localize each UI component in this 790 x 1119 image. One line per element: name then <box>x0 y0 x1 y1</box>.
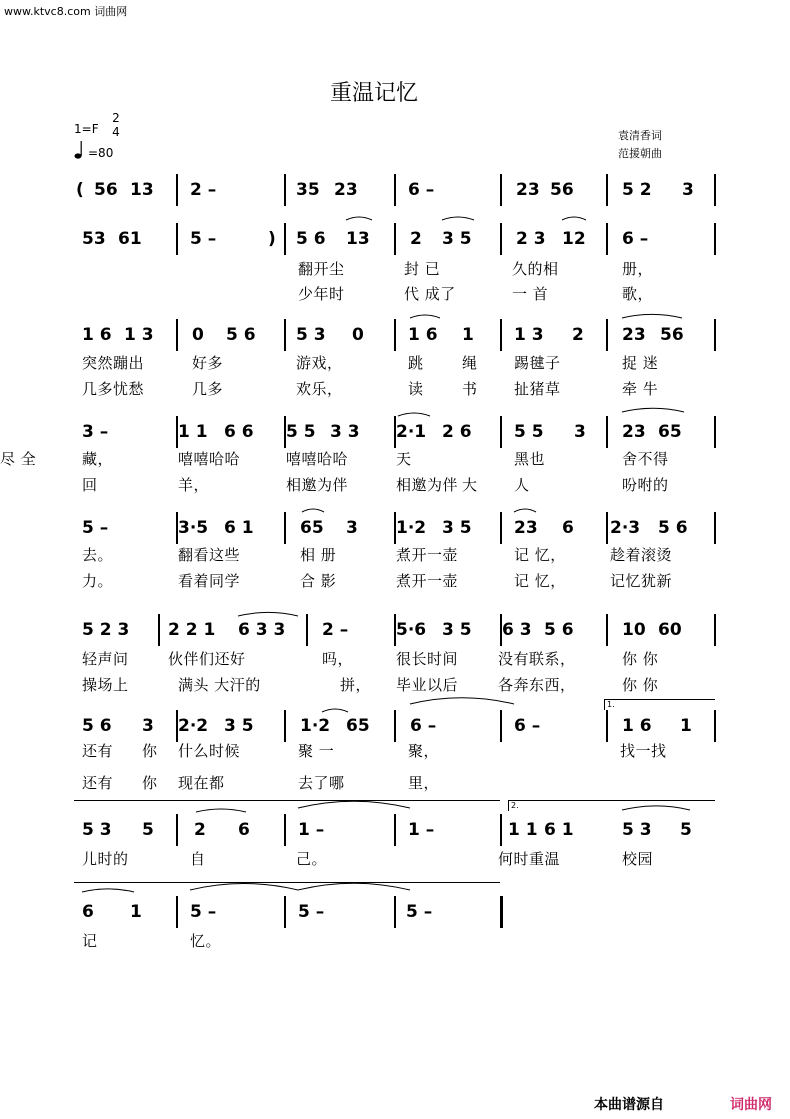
lyric-text: 记忆犹新 <box>610 572 673 590</box>
barline <box>606 614 608 646</box>
note-group: 3·5 <box>178 518 209 538</box>
note-group: 3 <box>682 180 694 200</box>
lyric-text: 轻声问 <box>82 650 129 668</box>
slur <box>298 883 410 890</box>
lyric-text: 翻看这些 <box>178 546 241 564</box>
note-group: 13 <box>346 229 370 249</box>
lyric-text: 聚， <box>408 742 440 760</box>
barline <box>158 614 160 646</box>
lyric-text: 校园 <box>622 850 654 868</box>
note-group: 5 5 <box>514 422 544 442</box>
note-group: 5 5 <box>286 422 316 442</box>
note-group: 2 <box>572 325 584 345</box>
lyric-text: 尽 全 <box>0 450 37 468</box>
barline <box>500 174 502 206</box>
lyricist-credit: 袁清香词 <box>618 129 662 142</box>
time-signature <box>110 111 122 139</box>
lyric-text: 嘻嘻哈哈 <box>286 450 349 468</box>
lyric-text: 自 <box>190 850 206 868</box>
key-signature: 1=F <box>74 122 99 136</box>
barline <box>394 416 396 448</box>
lyric-text: 煮开一壶 <box>396 546 459 564</box>
note-group: 5 6 <box>658 518 688 538</box>
barline <box>284 814 286 846</box>
site-watermark: www.ktvc8.com 词曲网 <box>4 5 128 18</box>
note-group: 3 <box>142 716 154 736</box>
barline <box>284 896 286 928</box>
lyric-text: 很长时间 <box>396 650 459 668</box>
volta-2: 2. <box>508 800 715 811</box>
note-group: 6 1 <box>224 518 254 538</box>
note-group: 3 5 <box>442 518 472 538</box>
barline <box>176 319 178 351</box>
barline <box>394 174 396 206</box>
note-group: 56 <box>94 180 118 200</box>
note-group: 23 <box>622 325 646 345</box>
slur <box>302 509 324 512</box>
lyric-text: 黑也 <box>514 450 546 468</box>
lyric-text: 什么时候 <box>178 742 241 760</box>
tempo-mark: =80 <box>88 146 114 160</box>
barline <box>500 814 502 846</box>
barline <box>500 319 502 351</box>
lyric-text: 伙伴们还好 <box>168 650 246 668</box>
note-group: 6 <box>238 820 250 840</box>
slur <box>196 809 246 812</box>
note-group: 3 <box>346 518 358 538</box>
slur <box>238 612 298 616</box>
slur <box>622 314 682 318</box>
barline <box>606 223 608 255</box>
note-group: 1 3 <box>124 325 154 345</box>
barline <box>176 416 178 448</box>
note-group: 5 6 <box>226 325 256 345</box>
barline <box>394 896 396 928</box>
barline <box>176 896 178 928</box>
note-group: 1 6 <box>408 325 438 345</box>
note-group: 3 5 <box>224 716 254 736</box>
lyric-text: 扯猪草 <box>514 380 561 398</box>
barline <box>606 174 608 206</box>
lyric-text: 现在都 <box>178 774 225 792</box>
lyric-text: 找一找 <box>620 742 667 760</box>
lyric-text: 相邀为伴 <box>286 476 349 494</box>
note-group: 6 <box>562 518 574 538</box>
note-group: 5 2 3 <box>82 620 130 640</box>
slur <box>442 217 474 220</box>
note-group: 5·6 <box>396 620 427 640</box>
slur <box>514 509 536 512</box>
barline <box>284 710 286 742</box>
barline <box>394 512 396 544</box>
note-group: 2·1 <box>396 422 427 442</box>
barline <box>714 319 716 351</box>
note-group: 6 3 <box>502 620 532 640</box>
lyric-text: 大 <box>462 476 478 494</box>
note-group: 1 1 <box>178 422 208 442</box>
lyric-text: 欢乐， <box>296 380 343 398</box>
barline <box>394 223 396 255</box>
lyric-text: 回 <box>82 476 98 494</box>
barline <box>606 416 608 448</box>
slur <box>410 698 514 704</box>
lyric-text: 代 成了 <box>404 285 456 303</box>
note-group: 6 3 3 <box>238 620 286 640</box>
lyric-text: 天 <box>396 450 412 468</box>
slur <box>398 413 430 416</box>
barline <box>500 614 502 646</box>
lyric-text: 相 册 <box>300 546 337 564</box>
lyric-text: 踢毽子 <box>514 354 561 372</box>
lyric-text: 趁着滚烫 <box>610 546 673 564</box>
song-title: 重温记忆 <box>329 81 418 106</box>
barline <box>714 416 716 448</box>
note-group: 2 6 <box>442 422 472 442</box>
lyric-text: 操场上 <box>82 676 129 694</box>
note-group: 1 <box>462 325 474 345</box>
barline <box>284 416 286 448</box>
lyric-text: 吩咐的 <box>622 476 669 494</box>
barline <box>176 174 178 206</box>
note-group: 65 <box>300 518 324 538</box>
lyric-text: 你 你 <box>622 676 659 694</box>
note-group: 56 <box>660 325 684 345</box>
lyric-text: 人 <box>514 476 530 494</box>
note-group: 5 <box>680 820 692 840</box>
barline <box>284 512 286 544</box>
slur <box>322 709 348 712</box>
note-group: 5 – <box>190 902 217 922</box>
barline <box>284 223 286 255</box>
lyric-text: 读 <box>408 380 424 398</box>
lyric-text: 羊， <box>178 476 210 494</box>
note-group: 1 1 <box>508 820 538 840</box>
footer-brand: 词曲网 <box>730 1097 772 1113</box>
barline <box>306 614 308 646</box>
lyric-text: 己。 <box>296 850 328 868</box>
lyric-text: 合 影 <box>300 572 337 590</box>
note-group: 6 <box>82 902 94 922</box>
note-group: 6 – <box>410 716 437 736</box>
lyric-text: 舍不得 <box>622 450 669 468</box>
note-group: 1 6 <box>622 716 652 736</box>
barline <box>606 512 608 544</box>
barline <box>714 223 716 255</box>
volta-1: 1. <box>604 699 715 710</box>
barline <box>176 223 178 255</box>
time-bottom: 4 <box>112 125 120 139</box>
barline <box>500 512 502 544</box>
note-group: 65 <box>658 422 682 442</box>
note-group: 35 <box>296 180 320 200</box>
note-group: 5 6 <box>544 620 574 640</box>
note-group: 5 – <box>190 229 217 249</box>
slur <box>346 217 372 220</box>
note-group: 2·2 <box>178 716 209 736</box>
note-group: 2 – <box>322 620 349 640</box>
barline <box>394 814 396 846</box>
slur <box>562 217 586 220</box>
system-line <box>74 882 500 883</box>
note-group: 10 <box>622 620 646 640</box>
barline <box>714 512 716 544</box>
note-group: 6 – <box>408 180 435 200</box>
note-group: 0 <box>192 325 204 345</box>
lyric-text: 书 <box>462 380 478 398</box>
lyric-text: 少年时 <box>298 285 345 303</box>
barline <box>500 223 502 255</box>
lyric-text: 没有联系， <box>498 650 576 668</box>
lyric-text: 去了哪 <box>298 774 345 792</box>
note-group: 3 3 <box>330 422 360 442</box>
lyric-text: 去。 <box>82 546 114 564</box>
lyric-text: 翻开尘 <box>298 260 345 278</box>
barline <box>606 710 608 742</box>
lyric-text: 煮开一壶 <box>396 572 459 590</box>
note-group: 65 <box>346 716 370 736</box>
lyric-text: 记 忆， <box>514 546 566 564</box>
note-group: 6 1 <box>544 820 574 840</box>
note-group: 2 2 1 <box>168 620 216 640</box>
credits <box>618 127 662 163</box>
lyric-text: 聚 一 <box>298 742 335 760</box>
note-group: ( <box>76 180 84 200</box>
barline <box>714 710 716 742</box>
note-group: 23 <box>334 180 358 200</box>
lyric-text: 久的相 <box>512 260 559 278</box>
lyric-text: 记 <box>82 932 98 950</box>
note-group: 2 – <box>190 180 217 200</box>
slur <box>82 889 134 892</box>
footer-source: 本曲谱源自 <box>594 1097 664 1113</box>
barline <box>500 416 502 448</box>
note-group: 13 <box>130 180 154 200</box>
lyric-text: 几多忧愁 <box>82 380 145 398</box>
lyric-text: 嘻嘻哈哈 <box>178 450 241 468</box>
slur <box>622 408 684 412</box>
note-group: 2 3 <box>516 229 546 249</box>
note-group: 12 <box>562 229 586 249</box>
barline <box>394 710 396 742</box>
note-group: 2 <box>410 229 422 249</box>
lyric-text: 记 忆， <box>514 572 566 590</box>
slur <box>190 884 298 890</box>
note-group: 2·3 <box>610 518 641 538</box>
barline <box>284 174 286 206</box>
note-group: 5 – <box>406 902 433 922</box>
composer-credit: 范援朝曲 <box>618 147 662 160</box>
note-group: 56 <box>550 180 574 200</box>
lyric-text: 忆。 <box>190 932 222 950</box>
note-group: 2 <box>194 820 206 840</box>
note-group: 1 – <box>408 820 435 840</box>
lyric-text: 几多 <box>192 380 224 398</box>
lyric-text: 绳 <box>462 354 478 372</box>
system-line <box>74 800 500 801</box>
note-group: 3 5 <box>442 620 472 640</box>
note-group: 5 – <box>82 518 109 538</box>
lyric-text: 毕业以后 <box>396 676 459 694</box>
note-group: 23 <box>514 518 538 538</box>
note-group: 6 6 <box>224 422 254 442</box>
note-group: 23 <box>516 180 540 200</box>
lyric-text: 牵 牛 <box>622 380 659 398</box>
note-group: 1·2 <box>396 518 427 538</box>
note-group: 1 6 <box>82 325 112 345</box>
note-group: 5 6 <box>296 229 326 249</box>
note-group: 5 3 <box>622 820 652 840</box>
lyric-text: 突然蹦出 <box>82 354 145 372</box>
note-group: 61 <box>118 229 142 249</box>
note-group: 1·2 <box>300 716 331 736</box>
note-group: 1 <box>130 902 142 922</box>
note-group: 23 <box>622 422 646 442</box>
lyric-text: 藏， <box>82 450 114 468</box>
note-group: ) <box>268 229 276 249</box>
barline <box>394 614 396 646</box>
note-group: 5 2 <box>622 180 652 200</box>
lyric-text: 何时重温 <box>498 850 561 868</box>
lyric-text: 好多 <box>192 354 224 372</box>
slur <box>298 801 410 808</box>
lyric-text: 力。 <box>82 572 114 590</box>
lyric-text: 歌， <box>622 285 654 303</box>
lyric-text: 还有 <box>82 742 114 760</box>
barline <box>176 814 178 846</box>
note-group: 1 3 <box>514 325 544 345</box>
lyric-text: 满头 大汗的 <box>178 676 261 694</box>
lyric-text: 游戏， <box>296 354 343 372</box>
lyric-text: 捉 迷 <box>622 354 659 372</box>
barline <box>714 614 716 646</box>
lyric-text: 里， <box>408 774 440 792</box>
lyric-text: 相邀为伴 <box>396 476 459 494</box>
lyric-text: 各奔东西， <box>498 676 576 694</box>
note-group: 5 3 <box>82 820 112 840</box>
quarter-note-icon <box>74 140 84 160</box>
barline <box>714 174 716 206</box>
time-top: 2 <box>112 111 120 125</box>
note-group: 1 <box>680 716 692 736</box>
barline <box>176 512 178 544</box>
note-group: 5 3 <box>296 325 326 345</box>
lyric-text: 吗， <box>322 650 354 668</box>
lyric-text: 封 已 <box>404 260 441 278</box>
note-group: 5 – <box>298 902 325 922</box>
barline <box>500 710 502 742</box>
lyric-text: 一 首 <box>512 285 549 303</box>
note-group: 3 5 <box>442 229 472 249</box>
barline <box>176 710 178 742</box>
note-group: 5 6 <box>82 716 112 736</box>
lyric-text: 儿时的 <box>82 850 129 868</box>
lyric-text: 拼， <box>340 676 372 694</box>
note-group: 53 <box>82 229 106 249</box>
slur <box>410 315 440 318</box>
note-group: 5 <box>142 820 154 840</box>
note-group: 3 <box>574 422 586 442</box>
note-group: 1 – <box>298 820 325 840</box>
barline <box>284 319 286 351</box>
lyric-text: 你 <box>142 742 158 760</box>
lyric-text: 你 <box>142 774 158 792</box>
lyric-text: 你 你 <box>622 650 659 668</box>
barline <box>394 319 396 351</box>
note-group: 6 – <box>514 716 541 736</box>
lyric-text: 看着同学 <box>178 572 241 590</box>
note-group: 0 <box>352 325 364 345</box>
barline <box>606 319 608 351</box>
lyric-text: 册， <box>622 260 654 278</box>
note-group: 60 <box>658 620 682 640</box>
barline <box>500 896 503 928</box>
lyric-text: 还有 <box>82 774 114 792</box>
lyric-text: 跳 <box>408 354 424 372</box>
note-group: 3 – <box>82 422 109 442</box>
note-group: 6 – <box>622 229 649 249</box>
